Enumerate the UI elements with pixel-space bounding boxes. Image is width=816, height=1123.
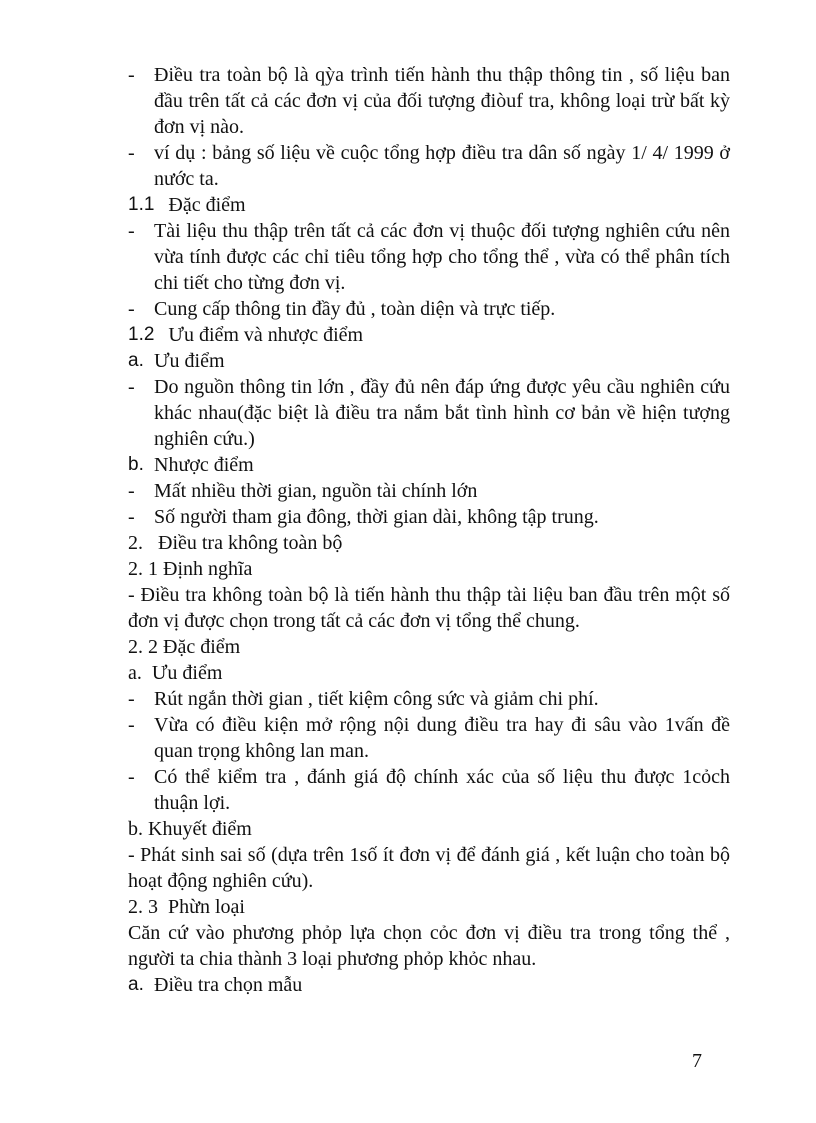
bullet-dash: -: [128, 220, 135, 242]
bullet-dash: -: [128, 376, 135, 398]
section-heading-2-1: 2. 1 Định nghĩa: [128, 558, 253, 580]
bullet-dash: -: [128, 64, 135, 86]
bullet-item: [128, 478, 730, 504]
classification-paragraph: Căn cứ vào phương phỏp lựa chọn cỏc đơn vị điều tra trong tổng thể , người ta chia thành 3 loại phương phỏp khỏc nhau.: [128, 922, 730, 970]
section-heading-2-2: 2. 2 Đặc điểm: [128, 636, 241, 658]
subheading-sampling: [128, 972, 730, 998]
subheading-a: [128, 348, 730, 374]
disadvantage-paragraph: - Phát sinh sai số (dựa trên 1số ít đơn vị để đánh giá , kết luận cho toàn bộ hoạt động nghiên cứu).: [128, 844, 730, 892]
section-number: 1.2: [128, 324, 155, 345]
bullet-dash: -: [128, 480, 135, 502]
bullet-text: Do nguồn thông tin lớn , đầy đủ nên đáp ứng được yêu cầu nghiên cứu khác nhau(đặc biệt là điều tra nắm bắt tình hình cơ bản về hiện tượng nghiên cứu.): [154, 376, 730, 450]
document-page: [128, 62, 730, 998]
bullet-item: [128, 374, 730, 452]
subheading-b: [128, 452, 730, 478]
bullet-item: [128, 686, 730, 712]
bullet-dash: -: [128, 766, 135, 788]
bullet-dash: -: [128, 142, 135, 164]
bullet-text: Tài liệu thu thập trên tất cả các đơn vị thuộc đối tượng nghiên cứu nên vừa tính được các chỉ tiêu tổng hợp cho tổng thể , vừa có thể phân tích chi tiết cho từng đơn vị.: [154, 220, 730, 294]
section-heading-1-2: [128, 322, 730, 348]
subheading-text: Ưu điểm: [154, 350, 225, 372]
definition-paragraph: - Điều tra không toàn bộ là tiến hành thu thập tài liệu ban đầu trên một số đơn vị được chọn trong tất cả các đơn vị tổng thể chung.: [128, 584, 730, 632]
bullet-text: Mất nhiều thời gian, nguồn tài chính lớn: [154, 480, 478, 502]
section-heading-1-1: [128, 192, 730, 218]
bullet-text: Có thể kiểm tra , đánh giá độ chính xác của số liệu thu được 1cỏch thuận lợi.: [154, 766, 730, 814]
bullet-dash: -: [128, 688, 135, 710]
page-number: 7: [692, 1050, 702, 1072]
bullet-item: [128, 504, 730, 530]
section-heading-2: 2. Điều tra không toàn bộ: [128, 532, 343, 554]
bullet-item: [128, 62, 730, 140]
bullet-item: [128, 712, 730, 764]
bullet-text: Cung cấp thông tin đầy đủ , toàn diện và trực tiếp.: [154, 298, 556, 320]
bullet-text: Điều tra toàn bộ là qỳa trình tiến hành thu thập thông tin , số liệu ban đầu trên tất cả các đơn vị của đối tượng điòuf tra, không loại trừ bất kỳ đơn vị nào.: [154, 64, 730, 138]
subheading-disadvantages: b. Khuyết điểm: [128, 818, 252, 840]
bullet-text: Số người tham gia đông, thời gian dài, không tập trung.: [154, 506, 599, 528]
section-number: 1.1: [128, 194, 155, 215]
subheading-mark: a.: [128, 350, 144, 371]
bullet-dash: -: [128, 298, 135, 320]
bullet-dash: -: [128, 714, 135, 736]
subheading-text: Điều tra chọn mẫu: [154, 974, 303, 996]
bullet-item: [128, 764, 730, 816]
section-title: Đặc điểm: [168, 194, 246, 216]
subheading-mark: b.: [128, 454, 144, 475]
bullet-text: ví dụ : bảng số liệu về cuộc tổng hợp điều tra dân số ngày 1/ 4/ 1999 ở nước ta.: [154, 142, 730, 190]
subheading-text: Nhược điểm: [154, 454, 254, 476]
bullet-dash: -: [128, 506, 135, 528]
subheading-mark: a.: [128, 974, 144, 995]
section-title: Ưu điểm và nhược điểm: [168, 324, 364, 346]
section-heading-2-3: 2. 3 Phừn loại: [128, 896, 245, 918]
subheading-advantages: a. Ưu điểm: [128, 662, 223, 684]
bullet-text: Vừa có điều kiện mở rộng nội dung điều tra hay đi sâu vào 1vấn đề quan trọng không lan man.: [154, 714, 730, 762]
bullet-item: [128, 140, 730, 192]
bullet-item: [128, 218, 730, 296]
bullet-text: Rút ngắn thời gian , tiết kiệm công sức và giảm chi phí.: [154, 688, 599, 710]
bullet-item: [128, 296, 730, 322]
